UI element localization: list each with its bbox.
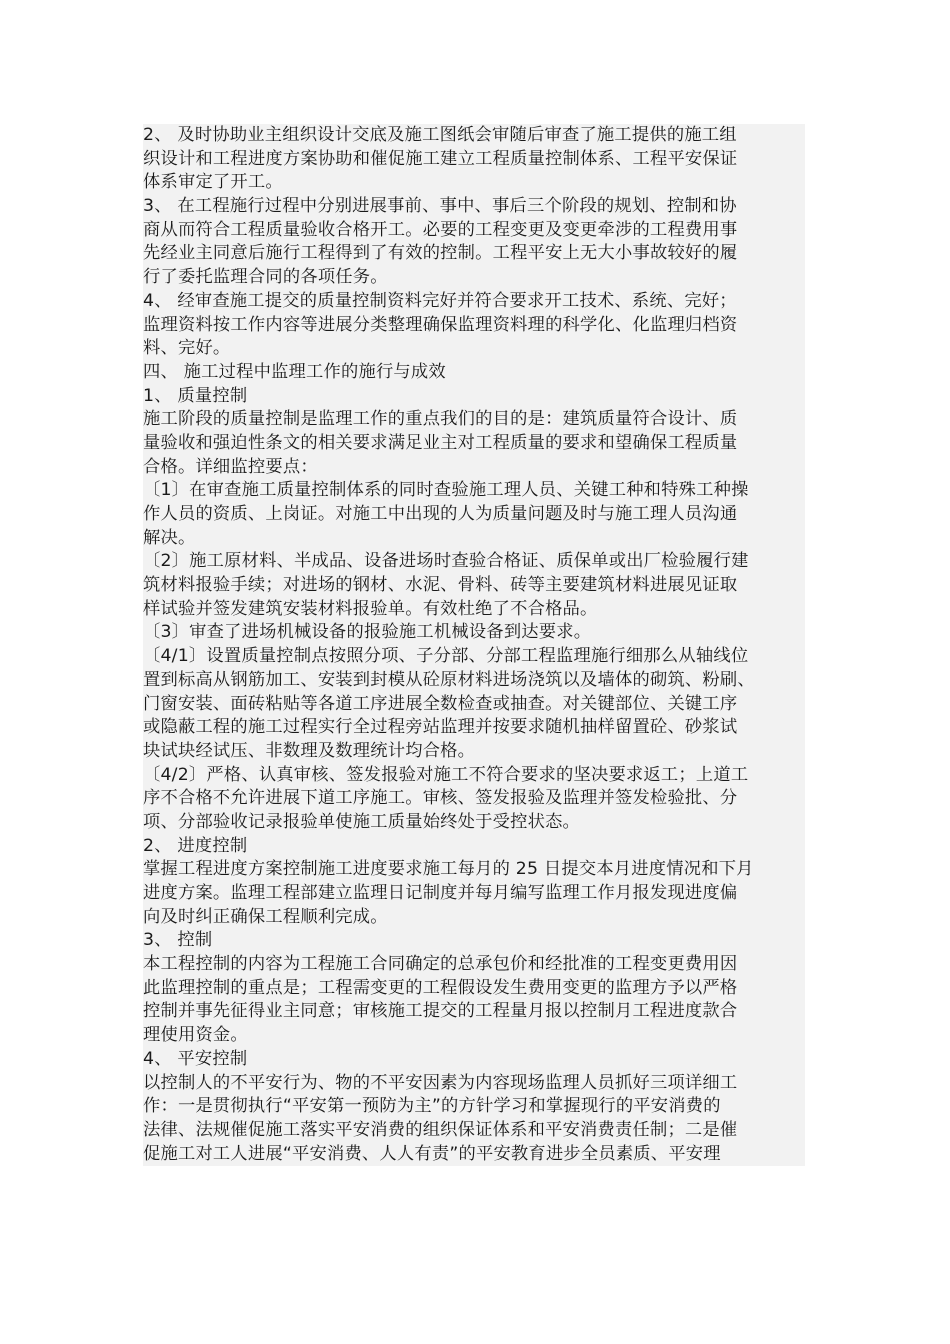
text-line: 2、 及时协助业主组织设计交底及施工图纸会审随后审查了施工提供的施工组 [143, 125, 737, 145]
text-line: 样试验并签发建筑安装材料报验单。有效杜绝了不合格品。 [143, 598, 598, 619]
text-line: 〔3〕审查了进场机械设备的报验施工机械设备到达要求。 [143, 622, 592, 643]
text-line: 合格。详细监控要点： [143, 456, 318, 477]
text-line: 3、 在工程施行过程中分别进展事前、事中、事后三个阶段的规划、控制和协 [143, 196, 737, 217]
text-line: 法律、法规催促施工落实平安消费的组织保证体系和平安消费责任制；二是催 [143, 1119, 738, 1140]
text-line: 作人员的资质、上岗证。对施工中出现的人为质量问题及时与施工理人员沟通 [143, 504, 738, 524]
text-line: 商从而符合工程质量验收合格开工。必要的工程变更及变更牵涉的工程费用事 [143, 219, 738, 240]
text-line: 或隐蔽工程的施工过程实行全过程旁站监理并按要求随机抽样留置砼、砂浆试 [143, 717, 738, 738]
text-line: 四、 施工过程中监理工作的施行与成效 [143, 361, 446, 382]
text-line: 此监理控制的重点是；工程需变更的工程假设发生费用变更的监理方予以严格 [143, 977, 738, 998]
text-line: 〔4/1〕设置质量控制点按照分项、子分部、分部工程监理施行细那么从轴线位 [143, 646, 749, 667]
text-line: 2、 进度控制 [143, 835, 248, 856]
text-line: 4、 平安控制 [143, 1048, 248, 1069]
text-line: 序不合格不允许进展下道工序施工。审核、签发报验及监理并签发检验批、分 [143, 788, 738, 809]
text-line: 量验收和强迫性条文的相关要求满足业主对工程质量的要求和望确保工程质量 [143, 432, 738, 453]
text-line: 项、分部验收记录报验单使施工质量始终处于受控状态。 [143, 811, 581, 832]
text-line: 体系审定了开工。 [143, 172, 283, 193]
text-line: 解决。 [143, 527, 196, 548]
document-body [143, 124, 805, 1166]
text-line: 3、 控制 [143, 930, 213, 951]
text-line: 4、 经审查施工提交的质量控制资料完好并符合要求开工技术、系统、完好； [143, 290, 737, 311]
text-line: 施工阶段的质量控制是监理工作的重点我们的目的是：建筑质量符合设计、质 [143, 409, 738, 430]
text-line: 本工程控制的内容为工程施工合同确定的总承包价和经批准的工程变更费用因 [143, 954, 738, 975]
text-line: 以控制人的不平安行为、物的不平安因素为内容现场监理人员抓好三项详细工 [143, 1072, 738, 1093]
text-line: 置到标高从钢筋加工、安装到封模从砼原材料进场浇筑以及墙体的砌筑、粉刷、 [143, 669, 755, 690]
text-line: 〔4/2〕严格、认真审核、签发报验对施工不符合要求的坚决要求返工；上道工 [143, 764, 749, 785]
text-line: 作：一是贯彻执行“平安第一预防为主”的方针学习和掌握现行的平安消费的 [143, 1096, 721, 1117]
text-line: 〔2〕施工原材料、半成品、设备进场时查验合格证、质保单或出厂检验履行建 [143, 551, 749, 572]
text-line: 掌握工程进度方案控制施工进度要求施工每月的 25 日提交本月进度情况和下月 [143, 859, 754, 880]
text-line: 理使用资金。 [143, 1025, 248, 1046]
text-line: 行了委托监理合同的各项任务。 [143, 267, 388, 288]
text-line: 织设计和工程进度方案协助和催促施工建立工程质量控制体系、工程平安保证 [143, 148, 738, 169]
text-line: 先经业主同意后施行工程得到了有效的控制。工程平安上无大小事故较好的履 [143, 243, 738, 264]
text-line: 门窗安装、面砖粘贴等各道工序进展全数检查或抽查。对关键部位、关键工序 [143, 693, 738, 714]
text-line: 1、 质量控制 [143, 385, 248, 406]
text-line: 控制并事先征得业主同意；审核施工提交的工程量月报以控制月工程进度款合 [143, 1001, 738, 1022]
text-line: 进度方案。监理工程部建立监理日记制度并每月编写监理工作月报发现进度偏 [143, 883, 738, 903]
text-line: 促施工对工人进展“平安消费、人人有责”的平安教育进步全员素质、平安理 [143, 1143, 721, 1164]
text-line: 〔1〕在审查施工质量控制体系的同时查验施工理人员、关键工种和特殊工种操 [143, 480, 749, 501]
text-line: 筑材料报验手续；对进场的钢材、水泥、骨料、砖等主要建筑材料进展见证取 [143, 575, 738, 596]
text-line: 监理资料按工作内容等进展分类整理确保监理资料理的科学化、化监理归档资 [143, 314, 738, 335]
text-line: 块试块经试压、非数理及数理统计均合格。 [143, 740, 476, 761]
text-line: 向及时纠正确保工程顺利完成。 [143, 906, 388, 927]
text-line: 料、完好。 [143, 338, 231, 359]
